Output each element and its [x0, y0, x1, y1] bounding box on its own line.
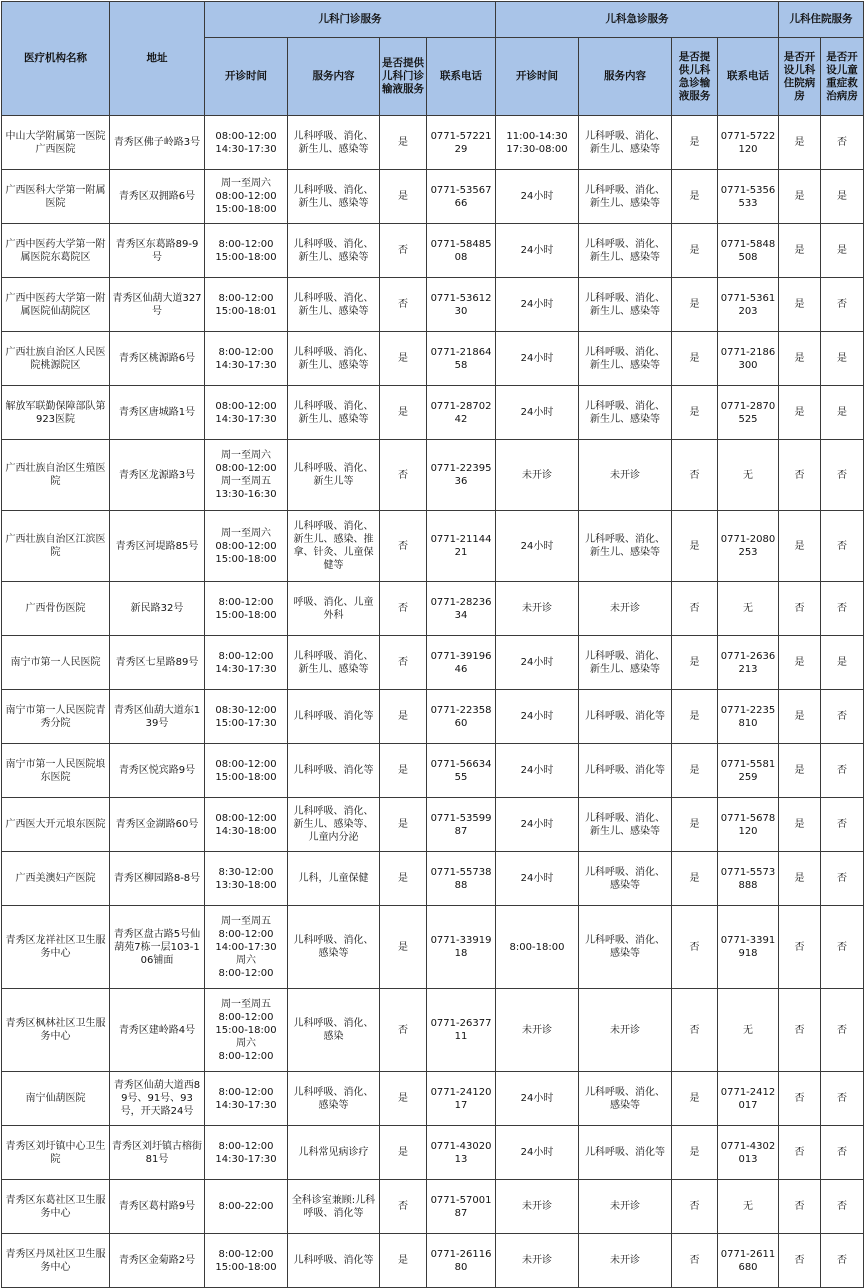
table-row [2, 906, 864, 989]
cell-in-ward: 是 [779, 278, 821, 332]
cell-op-phone: 0771-2611680 [427, 1234, 496, 1288]
cell-address: 青秀区河堤路85号 [110, 511, 205, 582]
cell-em-phone: 0771-2080253 [718, 511, 779, 582]
cell-op-phone: 0771-2114421 [427, 511, 496, 582]
cell-op-phone: 0771-4302013 [427, 1126, 496, 1180]
group-header-emergency: 儿科急诊服务 [496, 2, 779, 38]
cell-address: 新民路32号 [110, 582, 205, 636]
cell-em-infusion: 否 [672, 440, 718, 511]
cell-op-phone: 0771-3919646 [427, 636, 496, 690]
cell-em-content: 儿科呼吸、消化、新生儿、感染等 [579, 636, 672, 690]
cell-in-icu: 否 [821, 989, 864, 1072]
cell-op-hours: 周一至周五 8:00-12:00 15:00-18:00 周六 8:00-12:00 [205, 989, 288, 1072]
cell-em-phone: 0771-5848508 [718, 224, 779, 278]
cell-op-phone: 0771-2412017 [427, 1072, 496, 1126]
cell-op-hours: 8:00-12:00 14:30-17:30 [205, 636, 288, 690]
table-row [2, 116, 864, 170]
cell-em-content: 儿科呼吸、消化、新生儿、感染等 [579, 116, 672, 170]
cell-op-content: 儿科呼吸、消化、感染 [288, 989, 380, 1072]
cell-em-hours: 未开诊 [496, 440, 579, 511]
cell-em-hours: 24小时 [496, 170, 579, 224]
cell-in-icu: 是 [821, 636, 864, 690]
cell-op-content: 儿科呼吸、消化等 [288, 690, 380, 744]
cell-in-ward: 否 [779, 440, 821, 511]
cell-in-ward: 是 [779, 744, 821, 798]
col-header-op-content: 服务内容 [288, 38, 380, 116]
cell-in-ward: 是 [779, 332, 821, 386]
cell-name: 南宁仙葫医院 [2, 1072, 110, 1126]
cell-in-ward: 是 [779, 690, 821, 744]
cell-em-infusion: 是 [672, 511, 718, 582]
cell-em-hours: 24小时 [496, 332, 579, 386]
cell-em-hours: 11:00-14:30 17:30-08:00 [496, 116, 579, 170]
cell-em-content: 未开诊 [579, 1180, 672, 1234]
cell-op-hours: 8:00-12:00 15:00-18:00 [205, 1234, 288, 1288]
cell-op-infusion: 否 [380, 1180, 427, 1234]
cell-address: 青秀区双拥路6号 [110, 170, 205, 224]
cell-in-icu: 否 [821, 1180, 864, 1234]
cell-op-content: 儿科呼吸、消化、新生儿、感染等、儿童内分泌 [288, 798, 380, 852]
cell-em-phone: 0771-5361203 [718, 278, 779, 332]
cell-op-hours: 08:30-12:00 15:00-17:30 [205, 690, 288, 744]
cell-address: 青秀区建岭路4号 [110, 989, 205, 1072]
cell-op-infusion: 是 [380, 1072, 427, 1126]
cell-em-content: 儿科呼吸、消化、新生儿、感染等 [579, 386, 672, 440]
cell-op-hours: 8:00-12:00 14:30-17:30 [205, 1072, 288, 1126]
cell-em-hours: 24小时 [496, 1072, 579, 1126]
cell-op-hours: 8:30-12:00 13:30-18:00 [205, 852, 288, 906]
cell-em-hours: 24小时 [496, 852, 579, 906]
cell-em-phone: 0771-3391918 [718, 906, 779, 989]
cell-em-phone: 0771-5573888 [718, 852, 779, 906]
cell-in-icu: 否 [821, 1234, 864, 1288]
cell-em-content: 儿科呼吸、消化、新生儿、感染等 [579, 332, 672, 386]
cell-in-ward: 否 [779, 1126, 821, 1180]
cell-op-content: 儿科呼吸、消化、新生儿、感染等 [288, 116, 380, 170]
cell-em-infusion: 是 [672, 798, 718, 852]
col-header-em-content: 服务内容 [579, 38, 672, 116]
cell-em-infusion: 是 [672, 386, 718, 440]
cell-op-phone: 0771-2870242 [427, 386, 496, 440]
cell-op-infusion: 否 [380, 511, 427, 582]
cell-address: 青秀区刘圩镇古榕街81号 [110, 1126, 205, 1180]
cell-em-infusion: 是 [672, 690, 718, 744]
cell-em-hours: 24小时 [496, 511, 579, 582]
cell-em-infusion: 是 [672, 224, 718, 278]
cell-name: 广西壮族自治区生殖医院 [2, 440, 110, 511]
cell-op-content: 儿科，儿童保健 [288, 852, 380, 906]
table-row [2, 636, 864, 690]
cell-op-infusion: 是 [380, 798, 427, 852]
cell-name: 青秀区枫林社区卫生服务中心 [2, 989, 110, 1072]
cell-op-hours: 周一至周六 08:00-12:00 15:00-18:00 [205, 511, 288, 582]
cell-address: 青秀区仙葫大道327号 [110, 278, 205, 332]
cell-em-infusion: 否 [672, 989, 718, 1072]
cell-address: 青秀区七星路89号 [110, 636, 205, 690]
cell-op-phone: 0771-5356766 [427, 170, 496, 224]
cell-in-ward: 是 [779, 852, 821, 906]
cell-em-phone: 无 [718, 1180, 779, 1234]
cell-em-hours: 24小时 [496, 636, 579, 690]
cell-em-infusion: 是 [672, 744, 718, 798]
cell-em-hours: 未开诊 [496, 1234, 579, 1288]
table-body [2, 116, 864, 1288]
cell-op-content: 儿科呼吸、消化、新生儿、感染等 [288, 332, 380, 386]
cell-op-phone: 0771-5361230 [427, 278, 496, 332]
cell-op-phone: 0771-5573888 [427, 852, 496, 906]
cell-op-phone: 0771-2637711 [427, 989, 496, 1072]
cell-op-infusion: 是 [380, 906, 427, 989]
col-header-op-infusion: 是否提供儿科门诊输液服务 [380, 38, 427, 116]
cell-address: 青秀区龙源路3号 [110, 440, 205, 511]
table-row [2, 852, 864, 906]
cell-op-content: 儿科呼吸、消化、新生儿、感染等 [288, 386, 380, 440]
cell-em-infusion: 否 [672, 1180, 718, 1234]
cell-em-content: 未开诊 [579, 440, 672, 511]
cell-op-content: 儿科呼吸、消化、新生儿、感染、推拿、针灸、儿童保健等 [288, 511, 380, 582]
cell-em-hours: 24小时 [496, 278, 579, 332]
cell-em-content: 未开诊 [579, 989, 672, 1072]
cell-address: 青秀区仙葫大道东139号 [110, 690, 205, 744]
cell-address: 青秀区葛村路9号 [110, 1180, 205, 1234]
cell-em-content: 儿科呼吸、消化、感染等 [579, 852, 672, 906]
cell-op-infusion: 是 [380, 170, 427, 224]
cell-em-content: 儿科呼吸、消化等 [579, 690, 672, 744]
cell-em-phone: 0771-2870525 [718, 386, 779, 440]
cell-op-hours: 8:00-12:00 14:30-17:30 [205, 332, 288, 386]
cell-em-infusion: 是 [672, 852, 718, 906]
cell-op-hours: 8:00-22:00 [205, 1180, 288, 1234]
cell-op-hours: 8:00-12:00 14:30-17:30 [205, 1126, 288, 1180]
cell-op-phone: 0771-5722129 [427, 116, 496, 170]
cell-op-content: 儿科呼吸、消化、感染等 [288, 1072, 380, 1126]
cell-in-ward: 否 [779, 1180, 821, 1234]
cell-in-icu: 否 [821, 690, 864, 744]
table-row [2, 224, 864, 278]
col-header-in-icu: 是否开设儿童重症救治病房 [821, 38, 864, 116]
cell-in-icu: 否 [821, 1072, 864, 1126]
cell-em-infusion: 否 [672, 906, 718, 989]
cell-op-hours: 08:00-12:00 14:30-17:30 [205, 386, 288, 440]
cell-op-content: 全科诊室兼顾:儿科呼吸、消化等 [288, 1180, 380, 1234]
cell-em-infusion: 是 [672, 278, 718, 332]
cell-in-ward: 是 [779, 170, 821, 224]
cell-em-phone: 0771-5678120 [718, 798, 779, 852]
cell-em-hours: 未开诊 [496, 582, 579, 636]
cell-in-ward: 是 [779, 116, 821, 170]
cell-address: 青秀区金菊路2号 [110, 1234, 205, 1288]
cell-address: 青秀区仙葫大道西89号、91号、93号，开天路24号 [110, 1072, 205, 1126]
cell-in-ward: 是 [779, 511, 821, 582]
cell-op-infusion: 是 [380, 744, 427, 798]
table-row [2, 332, 864, 386]
table-row [2, 744, 864, 798]
cell-in-ward: 否 [779, 906, 821, 989]
cell-address: 青秀区悦宾路9号 [110, 744, 205, 798]
cell-em-phone: 0771-2412017 [718, 1072, 779, 1126]
cell-em-hours: 24小时 [496, 386, 579, 440]
group-header-outpatient: 儿科门诊服务 [205, 2, 496, 38]
cell-op-content: 儿科呼吸、消化、新生儿、感染等 [288, 170, 380, 224]
cell-em-content: 儿科呼吸、消化、感染等 [579, 906, 672, 989]
cell-op-phone: 0771-5848508 [427, 224, 496, 278]
cell-name: 青秀区龙祥社区卫生服务中心 [2, 906, 110, 989]
pediatric-services-table [1, 1, 864, 1288]
cell-in-icu: 否 [821, 744, 864, 798]
cell-em-content: 儿科呼吸、消化、新生儿、感染等 [579, 278, 672, 332]
cell-op-infusion: 是 [380, 116, 427, 170]
cell-in-ward: 是 [779, 798, 821, 852]
cell-address: 青秀区唐城路1号 [110, 386, 205, 440]
cell-address: 青秀区桃源路6号 [110, 332, 205, 386]
cell-op-infusion: 是 [380, 332, 427, 386]
cell-em-hours: 24小时 [496, 224, 579, 278]
col-header-em-infusion: 是否提供儿科急诊输液服务 [672, 38, 718, 116]
cell-in-icu: 否 [821, 1126, 864, 1180]
cell-in-icu: 是 [821, 224, 864, 278]
cell-op-infusion: 否 [380, 582, 427, 636]
cell-op-infusion: 是 [380, 690, 427, 744]
cell-op-phone: 0771-2823634 [427, 582, 496, 636]
cell-em-hours: 未开诊 [496, 989, 579, 1072]
cell-name: 解放军联勤保障部队第923医院 [2, 386, 110, 440]
cell-em-phone: 0771-4302013 [718, 1126, 779, 1180]
cell-in-icu: 是 [821, 332, 864, 386]
cell-em-content: 儿科呼吸、消化等 [579, 744, 672, 798]
cell-in-icu: 是 [821, 170, 864, 224]
cell-name: 青秀区刘圩镇中心卫生院 [2, 1126, 110, 1180]
table-row [2, 1072, 864, 1126]
cell-op-hours: 周一至周五 8:00-12:00 14:00-17:30 周六 8:00-12:00 [205, 906, 288, 989]
cell-name: 广西美澳妇产医院 [2, 852, 110, 906]
cell-em-hours: 24小时 [496, 798, 579, 852]
col-header-name: 医疗机构名称 [2, 2, 110, 116]
cell-address: 青秀区东葛路89-9号 [110, 224, 205, 278]
cell-op-infusion: 否 [380, 224, 427, 278]
col-header-op-phone: 联系电话 [427, 38, 496, 116]
cell-in-ward: 是 [779, 224, 821, 278]
cell-op-hours: 08:00-12:00 14:30-18:00 [205, 798, 288, 852]
cell-em-infusion: 是 [672, 636, 718, 690]
cell-op-infusion: 否 [380, 636, 427, 690]
col-header-in-ward: 是否开设儿科住院病房 [779, 38, 821, 116]
cell-em-content: 儿科呼吸、消化等 [579, 1126, 672, 1180]
cell-em-phone: 0771-5722120 [718, 116, 779, 170]
cell-op-hours: 8:00-12:00 15:00-18:00 [205, 224, 288, 278]
cell-in-ward: 否 [779, 1234, 821, 1288]
table-row [2, 989, 864, 1072]
cell-op-content: 儿科呼吸、消化、新生儿、感染等 [288, 224, 380, 278]
cell-in-icu: 否 [821, 798, 864, 852]
cell-op-hours: 08:00-12:00 14:30-17:30 [205, 116, 288, 170]
cell-em-phone: 0771-5581259 [718, 744, 779, 798]
cell-in-ward: 否 [779, 582, 821, 636]
cell-em-infusion: 是 [672, 332, 718, 386]
cell-in-icu: 否 [821, 511, 864, 582]
cell-op-infusion: 否 [380, 440, 427, 511]
cell-em-content: 儿科呼吸、消化、新生儿、感染等 [579, 798, 672, 852]
cell-em-hours: 8:00-18:00 [496, 906, 579, 989]
cell-op-content: 儿科呼吸、消化等 [288, 1234, 380, 1288]
table-row [2, 690, 864, 744]
cell-em-phone: 0771-2611680 [718, 1234, 779, 1288]
cell-in-icu: 否 [821, 116, 864, 170]
table-row [2, 386, 864, 440]
cell-in-icu: 否 [821, 906, 864, 989]
cell-address: 青秀区佛子岭路3号 [110, 116, 205, 170]
cell-op-hours: 08:00-12:00 15:00-18:00 [205, 744, 288, 798]
cell-op-hours: 8:00-12:00 15:00-18:00 [205, 582, 288, 636]
cell-op-infusion: 是 [380, 852, 427, 906]
cell-name: 广西医科大学第一附属医院 [2, 170, 110, 224]
cell-em-phone: 0771-2235810 [718, 690, 779, 744]
cell-em-phone: 0771-2636213 [718, 636, 779, 690]
cell-name: 南宁市第一人民医院青秀分院 [2, 690, 110, 744]
cell-em-hours: 未开诊 [496, 1180, 579, 1234]
cell-op-infusion: 是 [380, 1234, 427, 1288]
table-row [2, 170, 864, 224]
table-row [2, 798, 864, 852]
cell-op-hours: 8:00-12:00 15:00-18:01 [205, 278, 288, 332]
cell-em-infusion: 是 [672, 116, 718, 170]
cell-in-ward: 是 [779, 636, 821, 690]
cell-em-content: 未开诊 [579, 582, 672, 636]
cell-in-icu: 是 [821, 386, 864, 440]
cell-name: 青秀区丹凤社区卫生服务中心 [2, 1234, 110, 1288]
cell-name: 广西壮族自治区人民医院桃源院区 [2, 332, 110, 386]
cell-em-infusion: 是 [672, 1126, 718, 1180]
cell-name: 南宁市第一人民医院 [2, 636, 110, 690]
col-header-op-hours: 开诊时间 [205, 38, 288, 116]
cell-op-phone: 0771-5663455 [427, 744, 496, 798]
cell-address: 青秀区柳园路8-8号 [110, 852, 205, 906]
table-row [2, 582, 864, 636]
cell-op-hours: 周一至周六 08:00-12:00 周一至周五 13:30-16:30 [205, 440, 288, 511]
cell-op-phone: 0771-5700187 [427, 1180, 496, 1234]
cell-name: 广西医大开元埌东医院 [2, 798, 110, 852]
col-header-em-phone: 联系电话 [718, 38, 779, 116]
col-header-em-hours: 开诊时间 [496, 38, 579, 116]
cell-em-content: 儿科呼吸、消化、感染等 [579, 1072, 672, 1126]
cell-op-infusion: 否 [380, 989, 427, 1072]
cell-op-phone: 0771-5359987 [427, 798, 496, 852]
cell-op-infusion: 否 [380, 278, 427, 332]
cell-in-ward: 是 [779, 386, 821, 440]
cell-in-icu: 否 [821, 440, 864, 511]
cell-em-infusion: 是 [672, 170, 718, 224]
cell-op-content: 儿科呼吸、消化、新生儿、感染等 [288, 636, 380, 690]
cell-em-phone: 0771-5356533 [718, 170, 779, 224]
table-row [2, 278, 864, 332]
cell-op-content: 儿科常见病诊疗 [288, 1126, 380, 1180]
cell-op-phone: 0771-2239536 [427, 440, 496, 511]
cell-op-phone: 0771-3391918 [427, 906, 496, 989]
cell-op-phone: 0771-2235860 [427, 690, 496, 744]
cell-op-phone: 0771-2186458 [427, 332, 496, 386]
cell-em-infusion: 否 [672, 582, 718, 636]
cell-name: 广西骨伤医院 [2, 582, 110, 636]
cell-op-content: 儿科呼吸、消化、感染等 [288, 906, 380, 989]
cell-name: 青秀区东葛社区卫生服务中心 [2, 1180, 110, 1234]
cell-address: 青秀区金湖路60号 [110, 798, 205, 852]
table-row [2, 511, 864, 582]
cell-em-phone: 0771-2186300 [718, 332, 779, 386]
cell-op-infusion: 是 [380, 1126, 427, 1180]
table-row [2, 1180, 864, 1234]
cell-op-infusion: 是 [380, 386, 427, 440]
cell-em-hours: 24小时 [496, 1126, 579, 1180]
cell-em-infusion: 是 [672, 1072, 718, 1126]
table-row [2, 1234, 864, 1288]
cell-em-content: 儿科呼吸、消化、新生儿、感染等 [579, 511, 672, 582]
cell-name: 中山大学附属第一医院广西医院 [2, 116, 110, 170]
cell-name: 南宁市第一人民医院埌东医院 [2, 744, 110, 798]
table-row [2, 440, 864, 511]
cell-em-phone: 无 [718, 989, 779, 1072]
cell-in-ward: 否 [779, 1072, 821, 1126]
cell-op-content: 儿科呼吸、消化、新生儿、感染等 [288, 278, 380, 332]
cell-em-hours: 24小时 [496, 690, 579, 744]
cell-op-content: 呼吸、消化、儿童外科 [288, 582, 380, 636]
cell-name: 广西壮族自治区江滨医院 [2, 511, 110, 582]
cell-name: 广西中医药大学第一附属医院仙葫院区 [2, 278, 110, 332]
cell-em-infusion: 否 [672, 1234, 718, 1288]
cell-op-hours: 周一至周六 08:00-12:00 15:00-18:00 [205, 170, 288, 224]
col-header-address: 地址 [110, 2, 205, 116]
cell-em-phone: 无 [718, 582, 779, 636]
cell-in-icu: 否 [821, 582, 864, 636]
cell-em-content: 儿科呼吸、消化、新生儿、感染等 [579, 170, 672, 224]
table-row [2, 1126, 864, 1180]
cell-address: 青秀区盘古路5号仙葫苑7栋一层103-106铺面 [110, 906, 205, 989]
cell-em-phone: 无 [718, 440, 779, 511]
cell-in-icu: 否 [821, 852, 864, 906]
group-header-inpatient: 儿科住院服务 [779, 2, 864, 38]
cell-in-ward: 否 [779, 989, 821, 1072]
cell-em-content: 儿科呼吸、消化、新生儿、感染等 [579, 224, 672, 278]
cell-em-content: 未开诊 [579, 1234, 672, 1288]
cell-name: 广西中医药大学第一附属医院东葛院区 [2, 224, 110, 278]
cell-op-content: 儿科呼吸、消化等 [288, 744, 380, 798]
cell-in-icu: 否 [821, 278, 864, 332]
cell-em-hours: 24小时 [496, 744, 579, 798]
cell-op-content: 儿科呼吸、消化、新生儿等 [288, 440, 380, 511]
